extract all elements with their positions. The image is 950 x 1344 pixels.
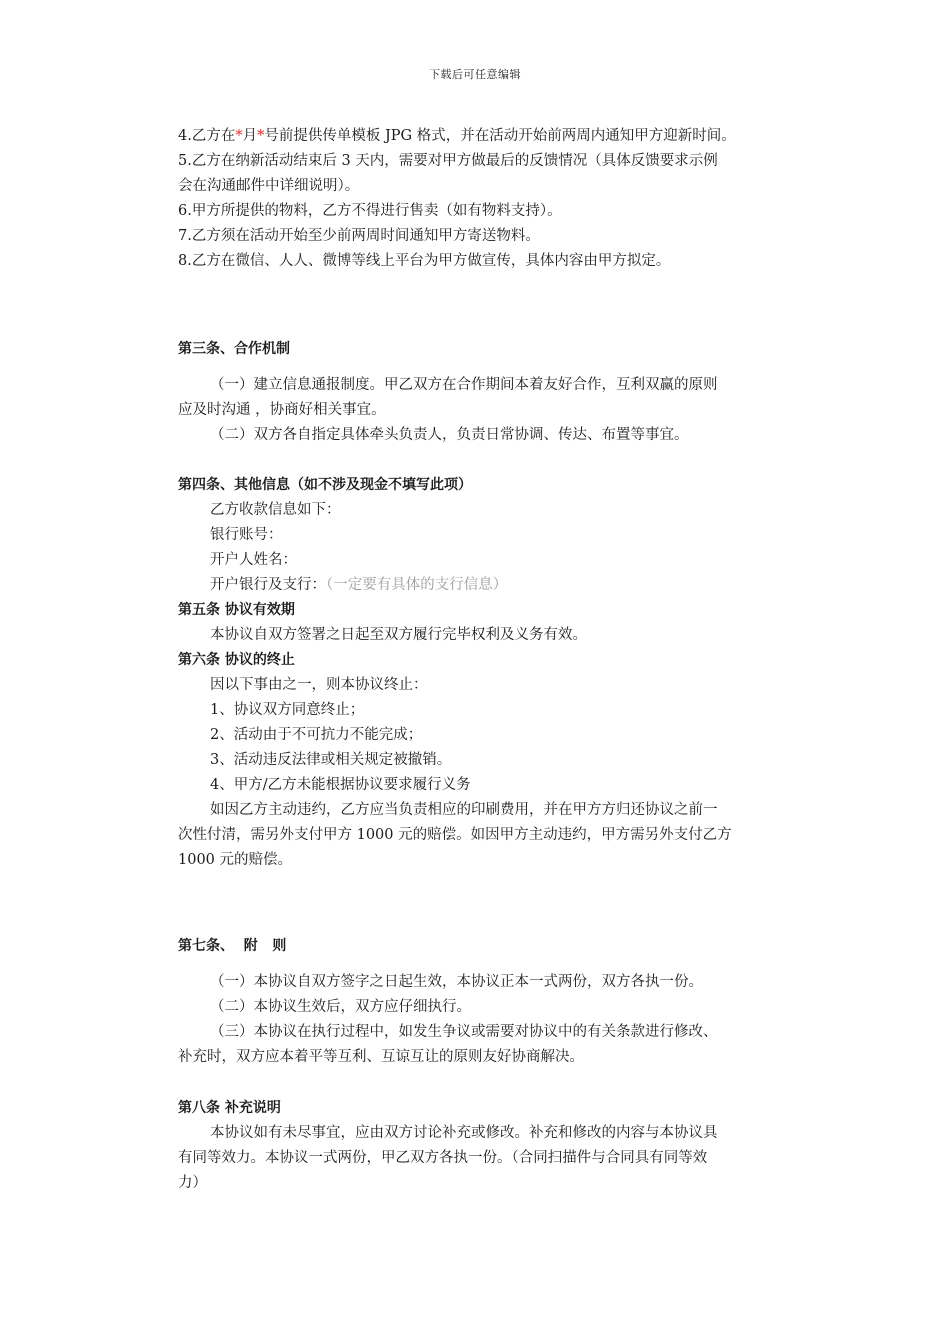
section-8-title: 第八条 补充说明 [178,1100,281,1116]
clause-item-8: 8.乙方在微信、人人、微博等线上平台为甲方做宣传，具体内容由甲方拟定。 [178,253,671,269]
section-6-title: 第六条 协议的终止 [178,652,295,668]
section-4-bank-branch [210,575,507,595]
clause-item-5-line2: 会在沟通邮件中详细说明）。 [178,178,360,194]
section-7-item-2: （二）本协议生效后，双方应仔细执行。 [210,999,471,1015]
section-6-para-line3: 1000 元的赔偿。 [178,852,293,868]
bank-branch-label: 开户银行及支行： [210,577,326,593]
section-7-item-3-line2: 补充时，双方应本着平等互利、互谅互让的原则友好协商解决。 [178,1049,584,1065]
clause-item-5-line1: 5.乙方在纳新活动结束后 3 天内，需要对甲方做最后的反馈情况（具体反馈要求示例 [178,153,718,169]
section-3-para2: （二）双方各自指定具体牵头负责人，负责日常协调、传达、布置等事宜。 [210,427,689,443]
section-8-line3: 力） [178,1175,207,1191]
section-6-para-line2: 次性付清，需另外支付甲方 1000 元的赔偿。如因甲方主动违约，甲方需另外支付乙方 [178,827,732,843]
section-4-payee-info: 乙方收款信息如下： [210,502,341,518]
section-8-line2: 有同等效力。本协议一式两份，甲乙双方各执一份。（合同扫描件与合同具有同等效 [178,1150,708,1166]
section-4-account-holder: 开户人姓名： [210,552,297,568]
section-4-bank-account: 银行账号： [210,527,283,543]
section-6-intro: 因以下事由之一，则本协议终止： [210,677,428,693]
section-3-para1-line1: （一）建立信息通报制度。甲乙双方在合作期间本着友好合作，互利双赢的原则 [210,377,718,393]
section-6-para-line1: 如因乙方主动违约，乙方应当负责相应的印刷费用，并在甲方方归还协议之前一 [210,802,718,818]
section-6-item-1: 1、协议双方同意终止； [210,702,365,718]
clause-item-4-text: 4.乙方在 [178,128,236,144]
clause-item-4 [178,126,736,146]
section-6-item-2: 2、活动由于不可抗力不能完成； [210,727,423,743]
clause-item-4-rest: 号前提供传单模板 JPG 格式，并在活动开始前两周内通知甲方迎新时间。 [264,128,736,144]
section-3-title: 第三条、合作机制 [178,341,290,357]
placeholder-day: * [257,128,265,144]
section-5-title: 第五条 协议有效期 [178,602,295,618]
clause-item-7: 7.乙方须在活动开始至少前两周时间通知甲方寄送物料。 [178,228,540,244]
section-7-title: 第七条、 附 则 [178,938,287,954]
section-6-item-3: 3、活动违反法律或相关规定被撤销。 [210,752,452,768]
clause-item-4-month: 月 [242,128,258,144]
clause-item-6: 6.甲方所提供的物料，乙方不得进行售卖（如有物料支持）。 [178,203,562,219]
bank-branch-hint: （一定要有具体的支行信息） [326,577,508,593]
section-4-title: 第四条、其他信息（如不涉及现金不填写此项） [178,477,472,493]
section-3-para1-line2: 应及时沟通 ，协商好相关事宜。 [178,402,386,418]
page-header: 下载后可任意编辑 [429,68,521,81]
section-5-text: 本协议自双方签署之日起至双方履行完毕权利及义务有效。 [210,627,587,643]
section-7-item-1: （一）本协议自双方签字之日起生效，本协议正本一式两份，双方各执一份。 [210,974,703,990]
section-7-item-3-line1: （三）本协议在执行过程中，如发生争议或需要对协议中的有关条款进行修改、 [210,1024,718,1040]
section-6-item-4: 4、甲方/乙方未能根据协议要求履行义务 [210,777,471,793]
placeholder-month: * [235,128,243,144]
section-8-line1: 本协议如有未尽事宜，应由双方讨论补充或修改。补充和修改的内容与本协议具 [210,1125,718,1141]
